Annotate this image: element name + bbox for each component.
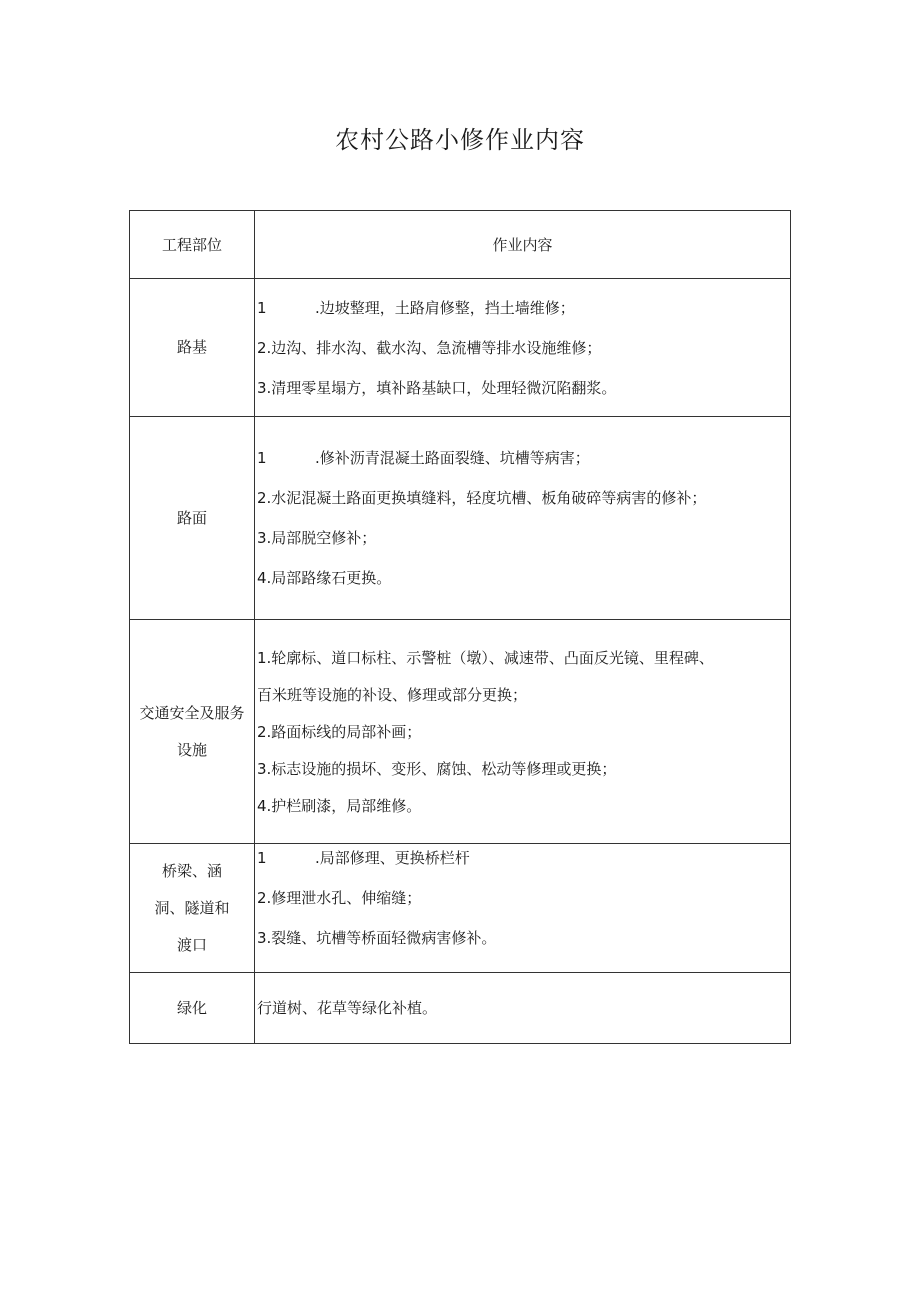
content-cell (255, 417, 791, 620)
content-line: 3.局部脱空修补； (257, 529, 377, 547)
header-part: 工程部位 (130, 211, 255, 279)
item-number: 1 (257, 849, 267, 867)
item-text: .修补沥青混凝土路面裂缝、坑槽等病害； (315, 449, 590, 467)
content-line: 2.修理泄水孔、伸缩缝； (257, 889, 422, 907)
part-cell (130, 279, 255, 417)
part-label: 绿化 (176, 998, 207, 1017)
part-cell (130, 417, 255, 620)
content-line (257, 297, 790, 319)
content-line: 4.护栏刷漆，局部维修。 (257, 796, 422, 815)
item-text: .局部修理、更换桥栏杆 (315, 849, 470, 867)
table-row-roadbed (130, 279, 791, 417)
item-number: 1 (257, 298, 267, 317)
content-line: 3.裂缝、坑槽等桥面轻微病害修补。 (257, 929, 497, 947)
part-label: 路面 (176, 508, 207, 527)
part-cell (130, 844, 255, 973)
content-cell (255, 844, 791, 973)
table-header-row (130, 211, 791, 279)
content-line (257, 447, 790, 469)
part-label: 洞、隧道和 (154, 898, 230, 917)
item-text: .边坡整理，土路肩修整，挡土墙维修； (315, 298, 575, 317)
document-title: 农村公路小修作业内容 (335, 126, 585, 154)
content-cell (255, 620, 791, 844)
part-cell (130, 973, 255, 1044)
table-row-traffic-safety (130, 620, 791, 844)
table-row-pavement (130, 417, 791, 620)
content-line: 2.水泥混凝土路面更换填缝料，轻度坑槽、板角破碎等病害的修补； (257, 489, 707, 507)
part-cell (130, 620, 255, 844)
header-content: 作业内容 (255, 211, 791, 279)
content-line: 4.局部路缘石更换。 (257, 569, 392, 587)
part-label: 桥梁、涵 (161, 861, 222, 880)
content-line: 百米班等设施的补设、修理或部分更换； (257, 685, 528, 704)
content-line (257, 847, 790, 869)
content-cell (255, 279, 791, 417)
part-label: 路基 (176, 338, 207, 356)
work-content-table (129, 210, 791, 1044)
table-row-greening (130, 973, 791, 1044)
item-number: 1 (257, 449, 267, 467)
part-label: 设施 (176, 740, 207, 759)
content-line: 2.边沟、排水沟、截水沟、急流槽等排水设施维修； (257, 338, 602, 357)
content-line: 2.路面标线的局部补画； (257, 722, 422, 741)
content-line: 3.清理零星塌方，填补路基缺口，处理轻微沉陷翻浆。 (257, 378, 617, 397)
content-line: 行道树、花草等绿化补植。 (257, 999, 438, 1017)
table-row-bridges (130, 844, 791, 973)
part-label: 渡口 (176, 935, 207, 954)
content-line: 3.标志设施的损坏、变形、腐蚀、松动等修理或更换； (257, 759, 617, 778)
part-label: 交通安全及服务 (139, 703, 245, 722)
content-line: 1.轮廓标、道口标柱、示警桩（墩）、减速带、凸面反光镜、里程碑、 (257, 648, 714, 667)
content-cell (255, 973, 791, 1044)
